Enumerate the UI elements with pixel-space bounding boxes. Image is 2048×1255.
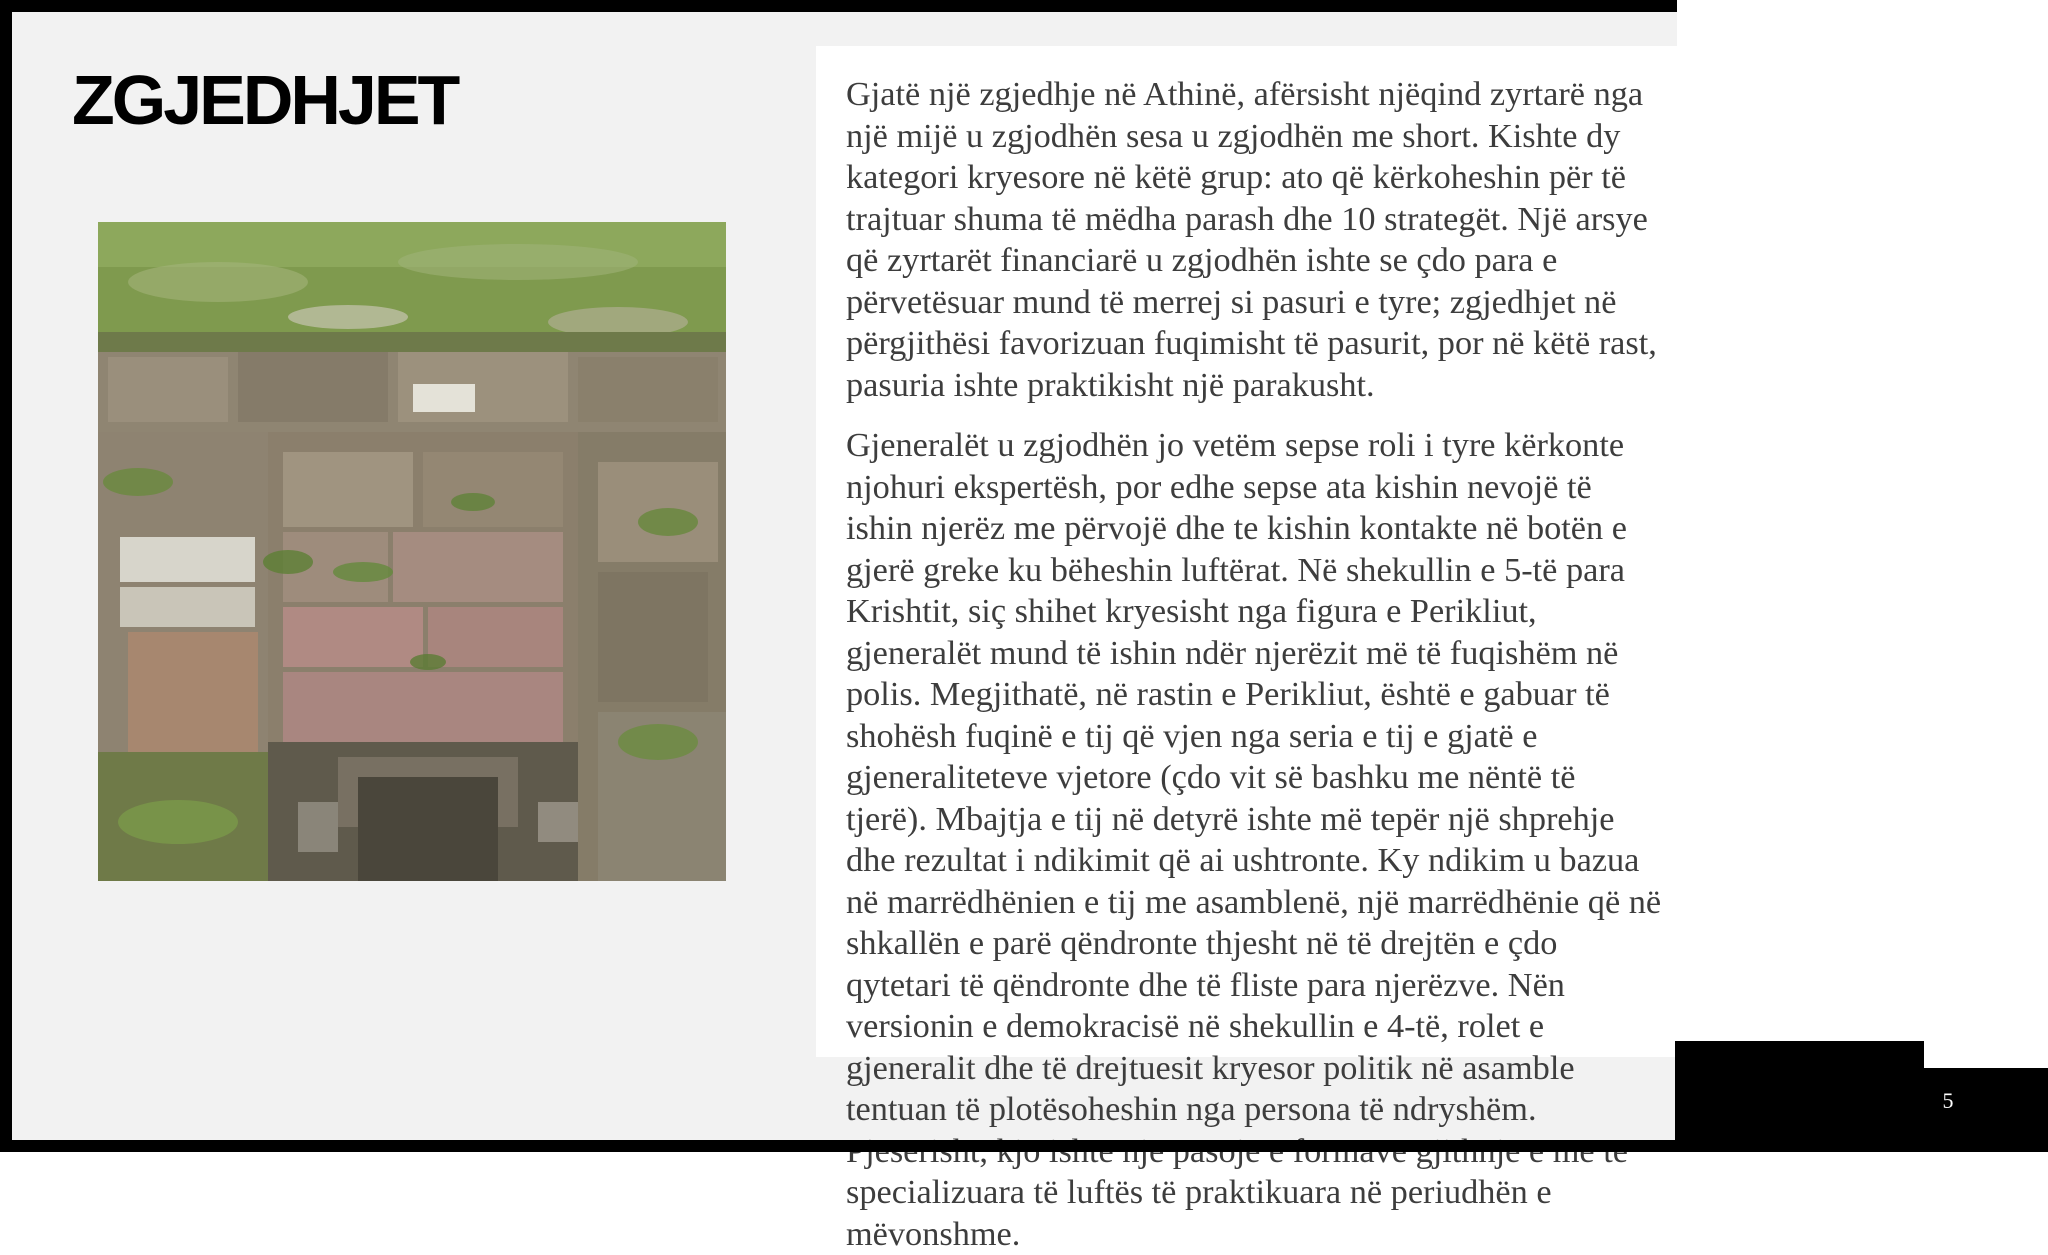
page-number: 5 <box>1942 1088 1954 1113</box>
slide-title: ZGJEDHJET <box>72 61 458 139</box>
body-text-panel <box>816 46 1677 1253</box>
paragraph-elections: Gjatë një zgjedhje në Athinë, afërsisht njëqind zyrtarë nga një mijë u zgjodhën sesa u zgjodhën me short. Kishte dy kategori kryesore në këtë grup: ato që kërkoheshin për të trajtuar shuma të mëdha parash dhe 10 strategët. Një arsye që zyrtarët financiarë u zgjodhën ishte se çdo para e përvetësuar mund të merrej si pasuri e tyre; zgjedhjet në përgjithësi favorizuan fuqimisht të pasurit, por në këtë rast, pasuria ishte praktikisht një parakusht. <box>846 75 1657 404</box>
right-margin <box>1677 0 2048 1068</box>
frame-left-border <box>0 0 12 1152</box>
paragraph-generals: Gjeneralët u zgjodhën jo vetëm sepse roli i tyre kërkonte njohuri ekspertësh, por edhe sepse ata kishin nevojë të ishin njerëz me përvojë dhe te kishin kontakte në botën e gjerë greke ku bëheshin luftërat. Në shekullin e 5-të para Krishtit, siç shihet kryesisht nga figura e Perikliut, gjeneralët mund të ishin ndër njerëzit më të fuqishëm në polis. Megjithatë, në rastin e Perikliut, është e gabuar të shohësh fuqinë e tij që vjen nga seria e tij e gjatë e gjeneraliteteve vjetore (çdo vit së bashku me nëntë të tjerë). Mbajtja e tij në detyrë ishte më tepër një shprehje dhe rezultat i ndikimit që ai ushtronte. Ky ndikim u bazua në marrëdhënien e tij me asamblenë, një marrëdhënie që në shkallën e parë qëndronte thjesht në të drejtën e çdo qytetari të qëndronte dhe të fliste para njerëzve. Nën versionin e demokracisë në shekullin e 4-të, rolet e gjeneralit dhe të drejtuesit kryesor politik në asamble tentuan të plotësoheshin nga persona të ndryshëm. specializuara të luftës të praktikuara në periudhën e mëvonshme. <box>846 426 1662 1253</box>
corner-decoration <box>1675 1041 1924 1152</box>
ruins-photo <box>98 222 726 881</box>
frame-top-border <box>0 0 1677 12</box>
